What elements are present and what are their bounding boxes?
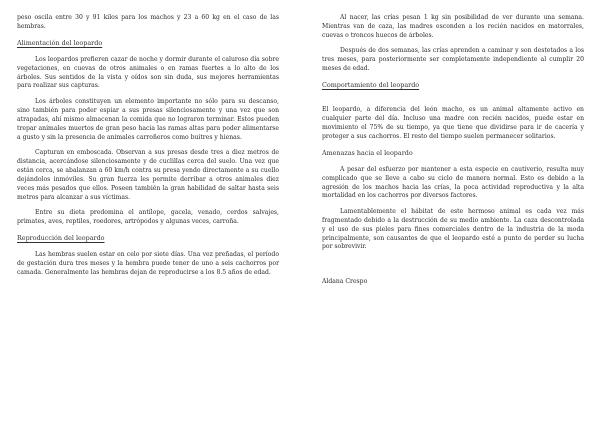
heading-reproduction: Reproducción del leopardo: [17, 234, 105, 243]
feeding-paragraph-4: Entre su dieta predomina el antílope, gacela, venado, cerdos salvajes, primates, aves, reptiles, roedores, artrópodos y algunas veces, carroña.: [17, 209, 279, 226]
reproduction-paragraph-2: Al nacer, las crías pesan 1 kg sin posibilidad de ver durante una semana. Mientras van de caza, las madres esconden a los recién nacidos en matorrales, cuevas o troncos huecos de árboles.: [322, 14, 584, 39]
heading-threats: Amenazas hacia el leopardo: [322, 148, 413, 157]
author-signature: Aldana Crespo: [322, 278, 368, 286]
right-column: [322, 14, 584, 294]
heading-feeding: Alimentación del leopardo: [17, 38, 103, 47]
left-column: [17, 14, 279, 285]
threats-paragraph-1: A pesar del esfuerzo por mantener a esta especie en cautiverio, resulta muy complicado que se lleve a cabo su ciclo de manera normal. Esto es debido a la agresión de los machos hacia las crías, la poca actividad reproductiva y la alta mortalidad en los cachorros por diversos factores.: [322, 165, 584, 200]
intro-paragraph-tail: peso oscila entre 30 y 91 kilos para los machos y 23 a 60 kg en el caso de las hembras.: [17, 14, 279, 30]
feeding-paragraph-2: Los árboles constituyen un elemento importante no sólo para su descanso, sino también para poder espiar a sus presas silenciosamente y una vez que son atrapadas, ahí mismo almacenan la comida que no lograron terminar. Estos pueden trepar animales muertos de gran peso hacia las ramas altas para poder alimentarse a gusto y sin la presencia de animales carroñeros como buitres y hienas.: [17, 98, 279, 141]
feeding-paragraph-1: Los leopardos prefieren cazar de noche y dormir durante el caluroso día sobre vegetaciones, en cuevas de otros animales o en ramas fuertes a lo alto de los árboles. Sus sentidos de la vista y oídos son sin duda, sus mejores herramientas para realizar sus capturas.: [17, 55, 279, 90]
threats-paragraph-2: Lamentablemente el hábitat de este hermoso animal es cada vez más fragmentado debido a la destrucción de su medio ambiente. La caza descontrolada y el uso de sus pieles para fines comerciales dentro de la industria de la moda principalmente, son causantes de que el leopardo esté a punto de perder su lucha por sobrevivir.: [322, 208, 584, 251]
reproduction-paragraph-1: Las hembras suelen estar en celo por siete días. Una vez preñadas, el período de gestación dura tres meses y la hembra puede tener de uno a seis cachorros por camada. Generalmente las hembras dejan de reproducirse a los 8.5 años de edad.: [17, 251, 279, 276]
feeding-paragraph-3: Capturan en emboscada. Observan a sus presas desde tres a diez metros de distancia, acercándose silenciosamente y de cuclillas cerca del suelo. Una vez que están cerca, se abalanzan a 60 km/h contra su presa yendo directamente a su cuello dejándolos inmóviles. Su gran fuerza les permite derribar a otros animales diez veces más pesados que ellos. Poseen también la gran habilidad de saltar hasta seis metros para alcanzar a sus víctimas.: [17, 149, 279, 201]
behavior-paragraph-1: El leopardo, a diferencia del león macho, es un animal altamente activo en cualquier parte del día. Incluso una madre con recién nacidos, puede estar en movimiento el 75% de su tiempo, ya que tiene que dividirse para ir de cacería y proteger a sus cachorros. El resto del tiempo suelen permanecer solitarios.: [322, 106, 584, 140]
heading-behavior: Comportamiento del leopardo: [322, 80, 420, 89]
reproduction-paragraph-3: Después de dos semanas, las crías aprenden a caminar y son destetados a los tres meses, para posteriormente ser completamente independiente al cumplir 20 meses de edad.: [322, 47, 584, 73]
